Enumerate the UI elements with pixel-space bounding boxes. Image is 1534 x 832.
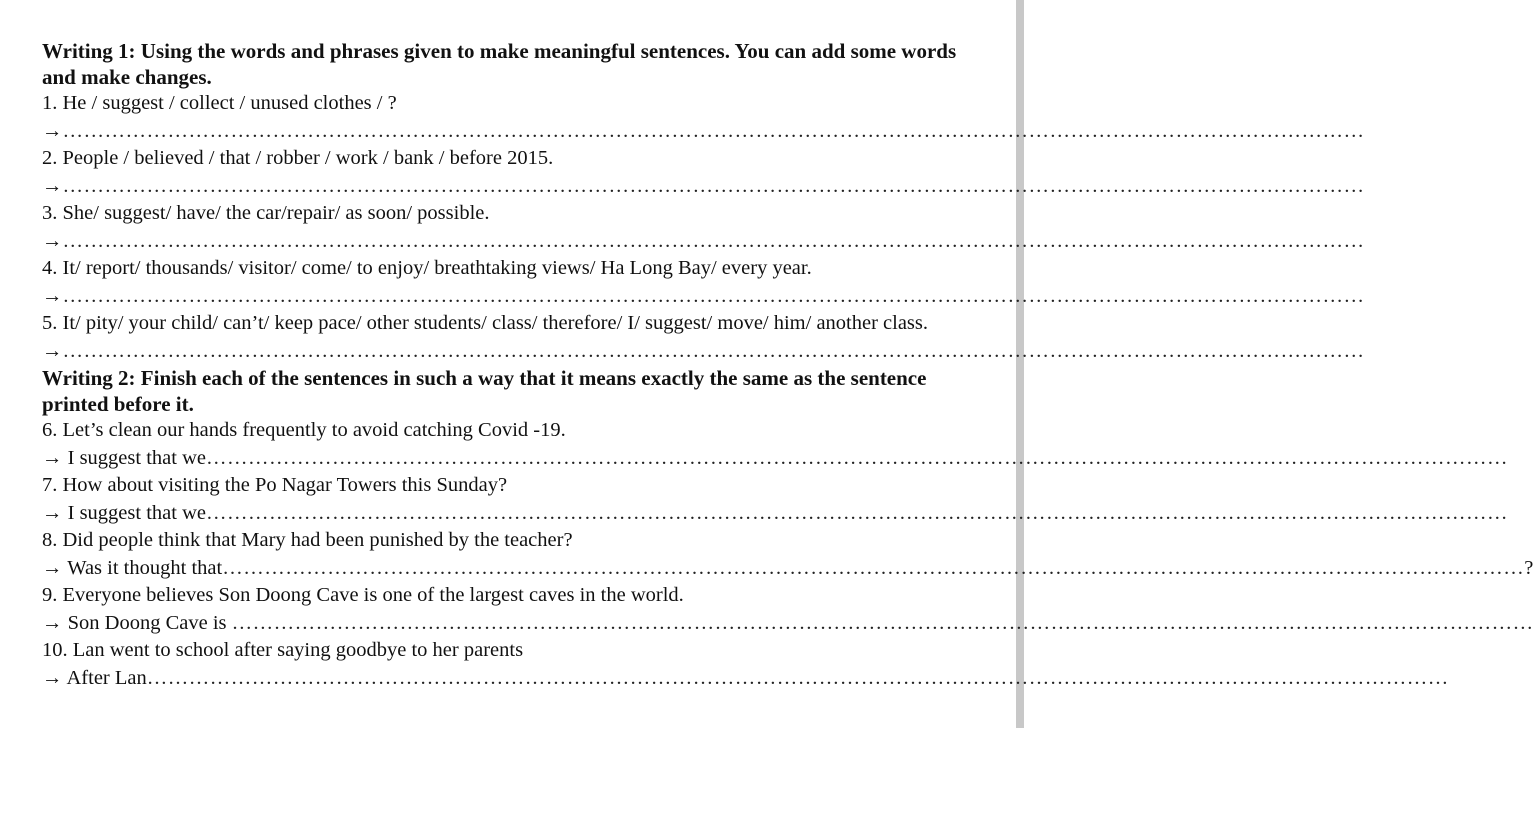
question-6: 6. Let’s clean our hands frequently to avoid catching Covid -19.: [42, 419, 566, 441]
answer-line-2[interactable]: [42, 173, 1365, 201]
answer-prefix: → I suggest that we: [42, 446, 206, 469]
answer-dots: ……………………………………………………………………………………………………………………………………………………………………: [146, 666, 1449, 689]
answer-suffix: ?: [1524, 556, 1534, 579]
answer-arrow: →: [42, 284, 63, 307]
answer-dots: ……………………………………………………………………………………………………………………………………………………………………: [62, 229, 1365, 252]
answer-prefix: → Son Doong Cave is: [42, 611, 232, 634]
answer-arrow: →: [42, 229, 63, 252]
answer-line-4[interactable]: [42, 283, 1365, 311]
answer-dots: ……………………………………………………………………………………………………………………………………………………………………: [62, 284, 1365, 307]
question-4: 4. It/ report/ thousands/ visitor/ come/ to enjoy/ breathtaking views/ Ha Long Bay/ every year.: [42, 257, 812, 279]
answer-line-6[interactable]: [42, 445, 1508, 473]
worksheet: [42, 38, 1534, 692]
question-2: 2. People / believed / that / robber / work / bank / before 2015.: [42, 147, 554, 169]
answer-line-10[interactable]: [42, 665, 1449, 693]
answer-dots: ……………………………………………………………………………………………………………………………………………………………………: [62, 174, 1365, 197]
answer-prefix: → After Lan: [42, 666, 147, 689]
question-9: 9. Everyone believes Son Doong Cave is one of the largest caves in the world.: [42, 584, 684, 606]
answer-line-9[interactable]: [42, 610, 1534, 638]
answer-line-3[interactable]: [42, 228, 1365, 256]
answer-dots: ……………………………………………………………………………………………………………………………………………………………………: [62, 119, 1365, 142]
answer-prefix: → Was it thought that: [42, 556, 223, 579]
answer-dots: ……………………………………………………………………………………………………………………………………………………………………: [205, 446, 1508, 469]
answer-dots: ……………………………………………………………………………………………………………………………………………………………………: [62, 339, 1365, 362]
question-10: 10. Lan went to school after saying goodbye to her parents: [42, 639, 524, 661]
answer-line-5[interactable]: [42, 338, 1365, 366]
question-7: 7. How about visiting the Po Nagar Towers this Sunday?: [42, 474, 508, 496]
answer-line-7[interactable]: [42, 500, 1508, 528]
question-3: 3. She/ suggest/ have/ the car/repair/ as soon/ possible.: [42, 202, 490, 224]
answer-dots: ……………………………………………………………………………………………………………………………………………………………………: [205, 501, 1508, 524]
answer-arrow: →: [42, 119, 63, 142]
question-5: 5. It/ pity/ your child/ can’t/ keep pace/ other students/ class/ therefore/ I/ suggest/ move/ him/ another class.: [42, 312, 929, 334]
answer-dots: ……………………………………………………………………………………………………………………………………………………………………: [222, 556, 1525, 579]
question-1: 1. He / suggest / collect / unused clothes / ?: [42, 92, 397, 114]
writing-1-heading: Writing 1: Using the words and phrases given to make meaningful sentences. You can add some words and make changes.: [42, 39, 957, 89]
answer-prefix: → I suggest that we: [42, 501, 206, 524]
answer-arrow: →: [42, 339, 63, 362]
answer-dots: ……………………………………………………………………………………………………………………………………………………………………: [231, 611, 1534, 634]
answer-arrow: →: [42, 174, 63, 197]
writing-2-heading: Writing 2: Finish each of the sentences in such a way that it means exactly the same as the sentence printed before it.: [42, 366, 927, 416]
question-8: 8. Did people think that Mary had been punished by the teacher?: [42, 529, 573, 551]
answer-line-1[interactable]: [42, 118, 1365, 146]
answer-line-8[interactable]: [42, 555, 1534, 583]
